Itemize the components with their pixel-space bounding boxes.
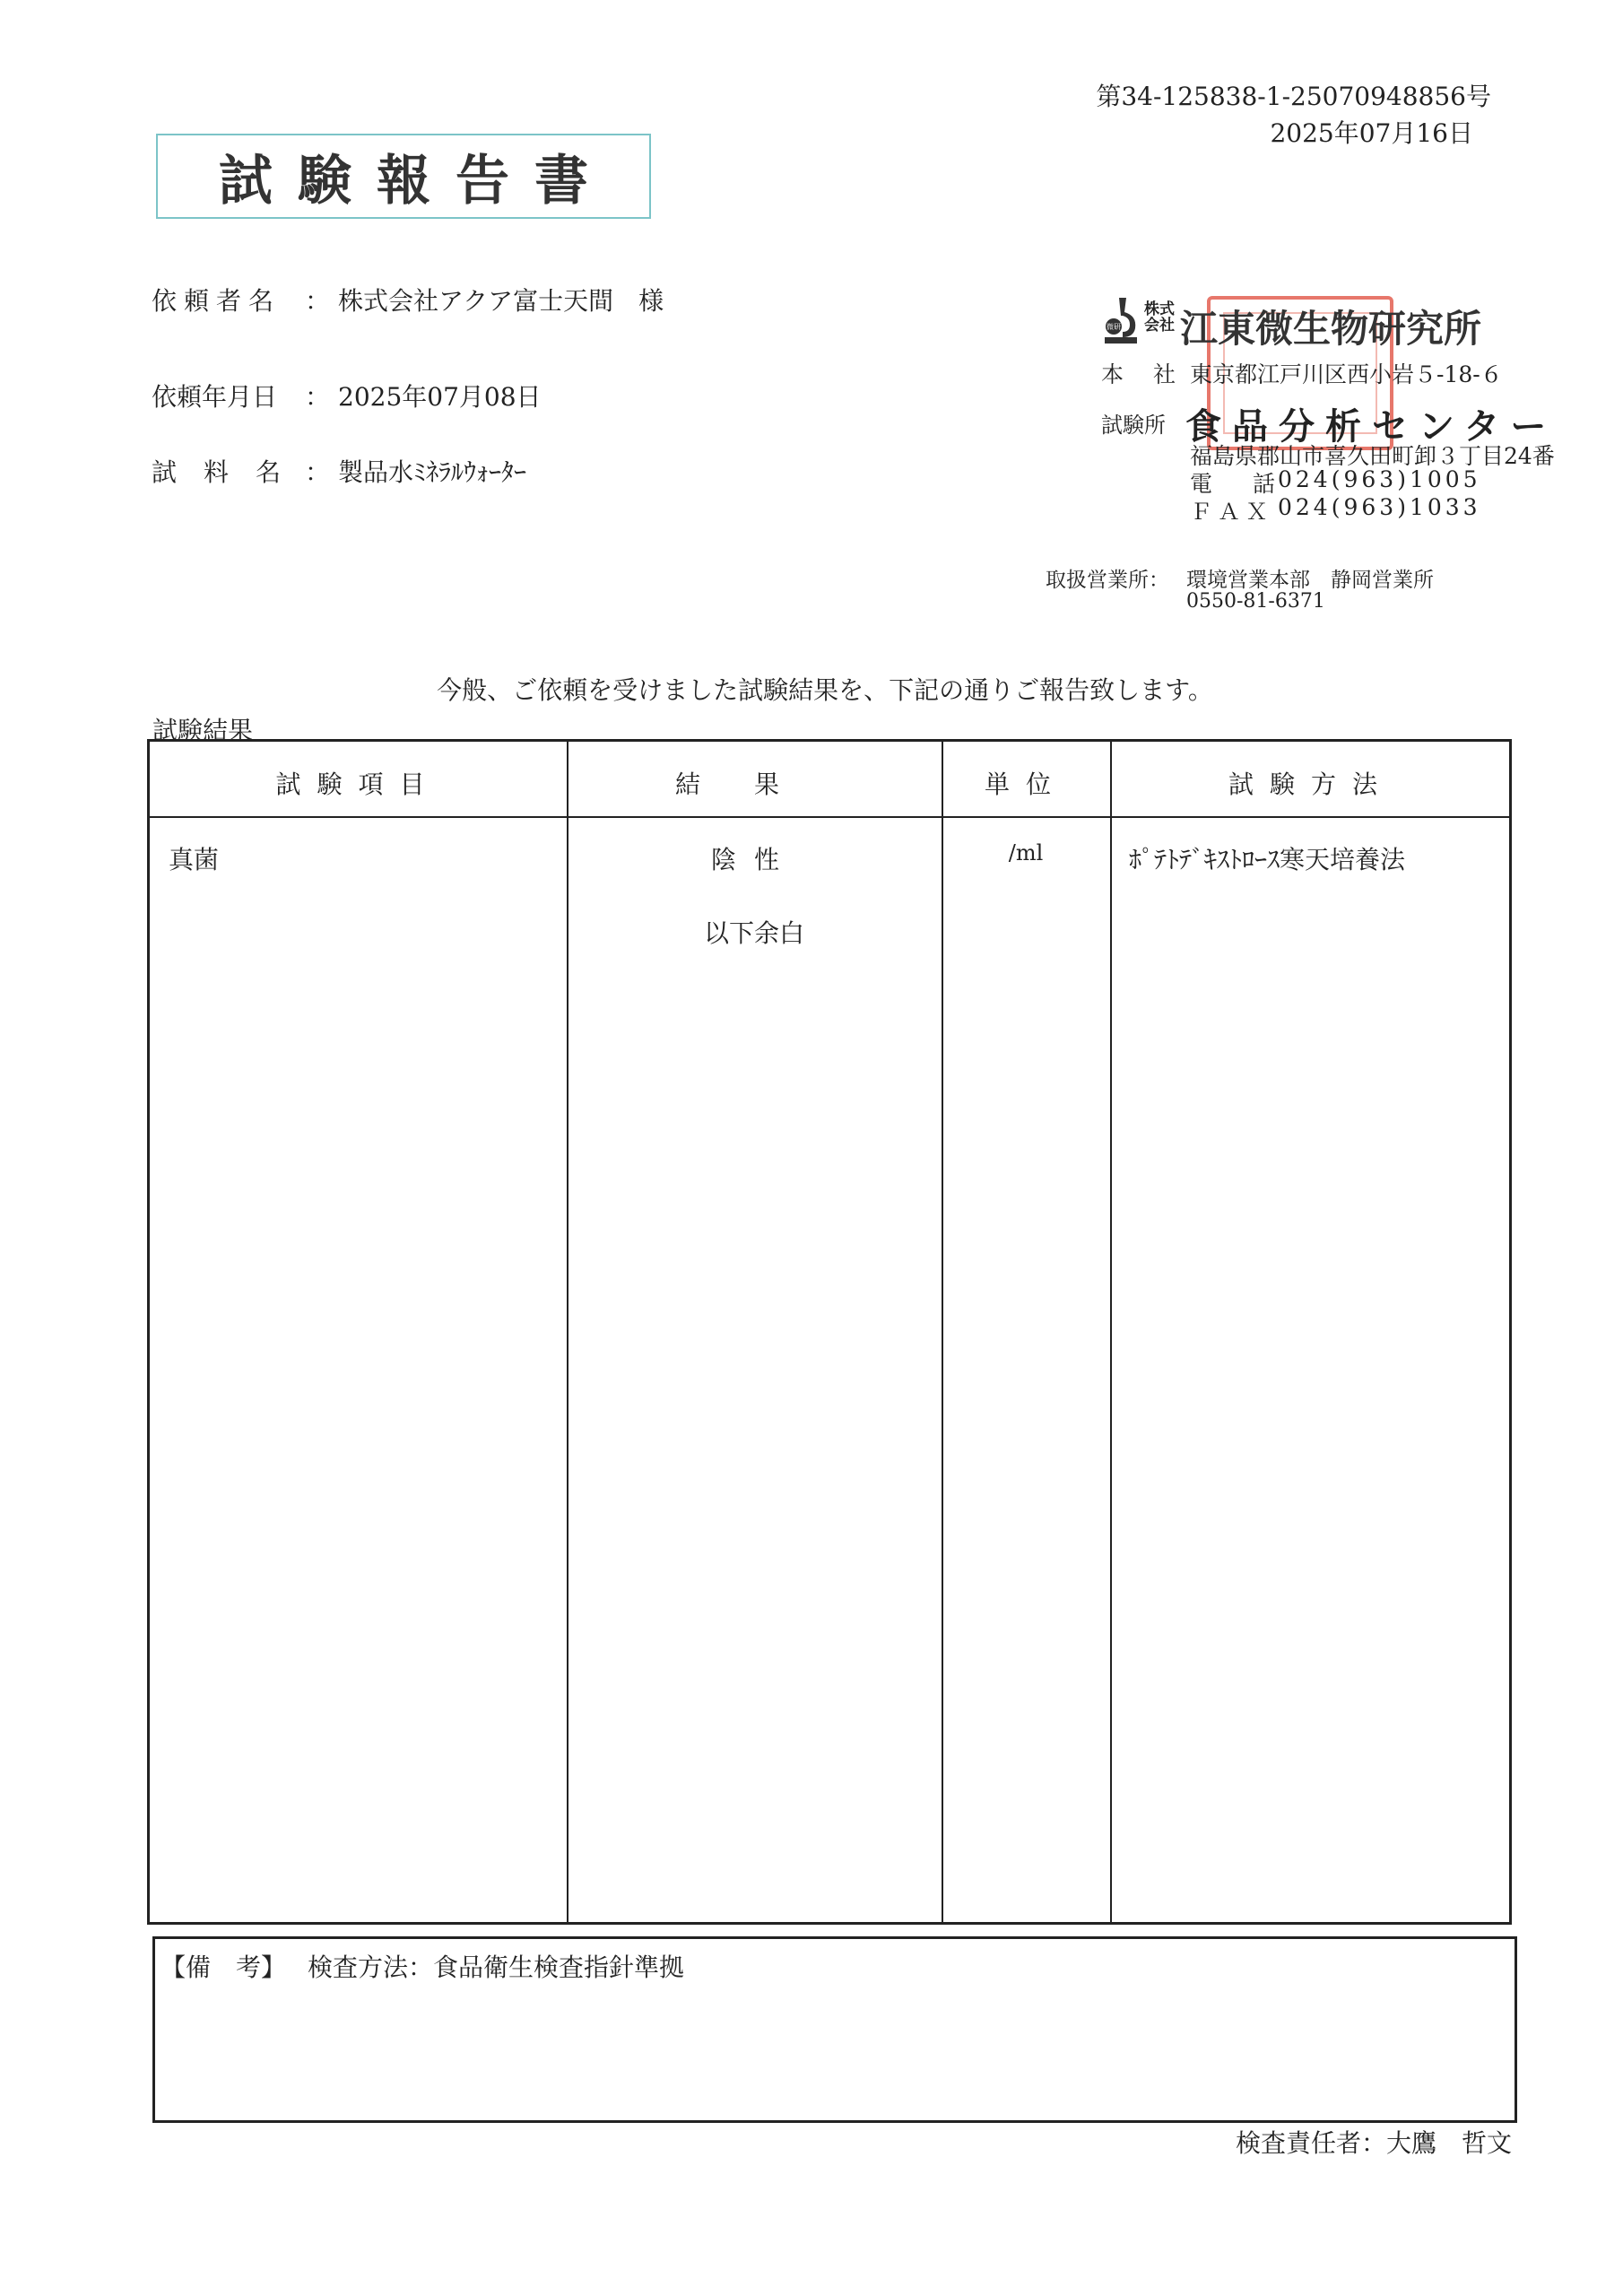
results-table bbox=[147, 739, 1512, 1925]
fax-label: ＦＡＸ bbox=[1190, 499, 1274, 525]
sample-colon: ： bbox=[305, 457, 331, 487]
testing-center-name: 食品分析センター bbox=[1185, 406, 1558, 448]
issue-date: 2025年07月16日 bbox=[1270, 118, 1473, 148]
sample-value: 製品水ﾐﾈﾗﾙｳｫｰﾀｰ bbox=[338, 457, 527, 487]
row-result: 陰性 bbox=[710, 845, 797, 874]
company-name: 江東微生物研究所 bbox=[1180, 307, 1482, 351]
tel-value: 024(963)1005 bbox=[1278, 466, 1481, 492]
end-of-results-note: 以下余白 bbox=[703, 918, 804, 948]
report-title: 試験報告書 bbox=[219, 149, 613, 213]
remarks-label: 【備 考】 bbox=[161, 1952, 287, 1982]
column-header-result: 結果 bbox=[674, 770, 833, 799]
company-prefix-1: 株式 bbox=[1144, 300, 1175, 318]
remarks-text: 検査方法：食品衛生検査指針準拠 bbox=[308, 1952, 685, 1982]
client-label: 依頼者名 bbox=[152, 286, 282, 316]
intro-text: 今般、ご依頼を受けました試験結果を、下記の通りご報告致します。 bbox=[437, 675, 1213, 705]
inspector: 検査責任者：大鷹 哲文 bbox=[1235, 2128, 1512, 2158]
column-header-unit: 単位 bbox=[984, 770, 1067, 799]
fax-value: 024(963)1033 bbox=[1278, 494, 1481, 520]
sample-label: 試料名 bbox=[152, 457, 308, 487]
hq-address: 東京都江戸川区西小岩５-18-６ bbox=[1190, 361, 1503, 387]
office-phone: 0550-81-6371 bbox=[1186, 590, 1325, 613]
microscope-logo-icon bbox=[1101, 296, 1142, 344]
header-divider bbox=[150, 816, 1509, 818]
request-date-label: 依頼年月日 bbox=[152, 382, 278, 412]
report-number: 第34-125838-1-25070948856号 bbox=[1096, 82, 1491, 111]
column-header-item: 試験項目 bbox=[275, 770, 441, 799]
testing-label: 試験所 bbox=[1101, 413, 1166, 438]
client-colon: ： bbox=[305, 286, 331, 316]
office-label: 取扱営業所： bbox=[1046, 569, 1169, 592]
office-name: 環境営業本部 静岡営業所 bbox=[1186, 569, 1434, 592]
request-date-value: 2025年07月08日 bbox=[338, 382, 542, 412]
remarks-box bbox=[152, 1936, 1517, 2123]
row-method: ﾎﾟﾃﾄﾃﾞｷｽﾄﾛｰｽ寒天培養法 bbox=[1129, 845, 1406, 874]
column-header-method: 試験方法 bbox=[1228, 770, 1393, 799]
testing-address: 福島県郡山市喜久田町卸３丁目24番 bbox=[1190, 443, 1555, 469]
tel-label: 電 話 bbox=[1190, 471, 1285, 497]
svg-text:微研: 微研 bbox=[1107, 323, 1121, 331]
hq-label: 本 社 bbox=[1101, 361, 1180, 387]
company-prefix-2: 会社 bbox=[1144, 317, 1175, 335]
request-date-colon: ： bbox=[305, 382, 331, 412]
results-section-label: 試験結果 bbox=[152, 716, 254, 745]
client-value: 株式会社アクア富士天間 様 bbox=[338, 286, 664, 316]
column-divider bbox=[942, 742, 943, 1922]
row-unit: /ml bbox=[1008, 840, 1044, 865]
report-title-box bbox=[156, 134, 651, 219]
row-item: 真菌 bbox=[169, 845, 220, 874]
column-divider bbox=[1110, 742, 1112, 1922]
